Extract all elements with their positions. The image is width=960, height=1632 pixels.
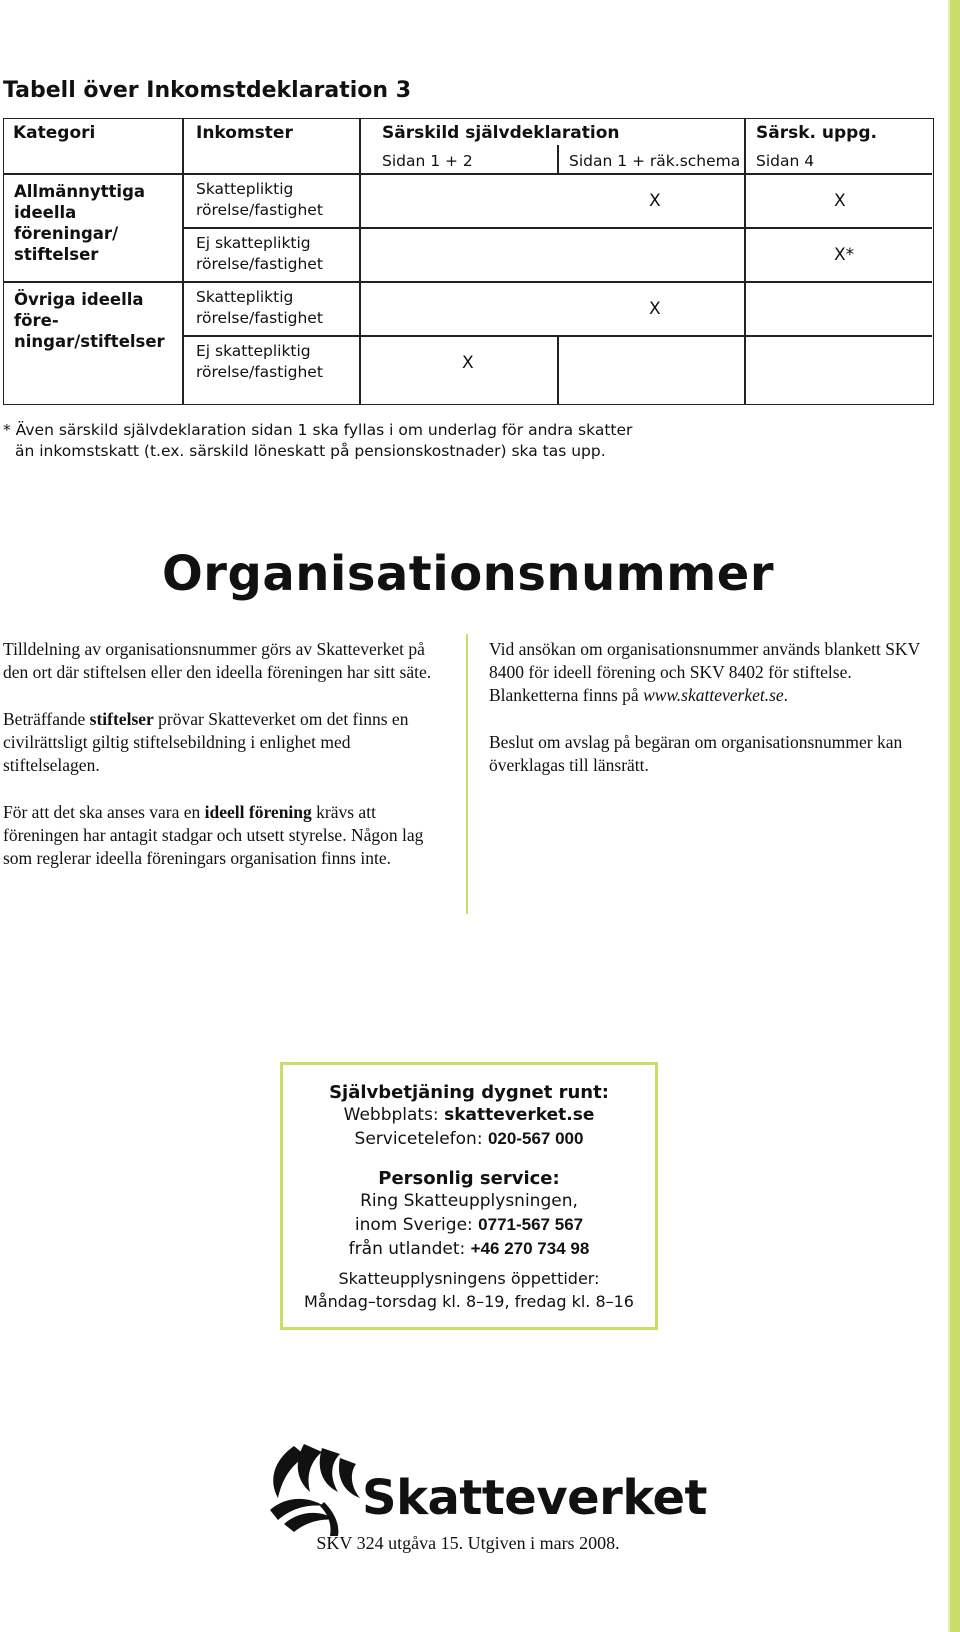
website-link[interactable]: skatteverket.se [444,1105,595,1125]
income-cell: Skattepliktig rörelse/fastighet [196,180,323,219]
table-title: Tabell över Inkomstdeklaration 3 [3,78,412,103]
table-col-rule [557,335,559,404]
footnote-line-1: * Även särskild självdeklaration sidan 1 ska fyllas i om underlag för andra skatter [3,421,633,439]
text: Beträffande [3,709,90,729]
emphasis: ideell förening [204,802,312,822]
ring-line: Ring Skatteupplysningen, [360,1191,578,1211]
paragraph [489,638,937,707]
table-col-rule [557,145,559,173]
income-declaration-table [3,118,934,405]
page-edge-stripe [950,0,960,1632]
website-link[interactable]: www.skatteverket.se [643,685,784,705]
table-col-rule [359,119,361,404]
table-row-rule [4,281,932,283]
page-edge-stripe-light [948,0,950,1632]
table-footnote [3,420,703,462]
mark-s12: X [462,353,474,373]
category-cell: Allmännyttiga ideella föreningar/ stiftelser [14,182,146,264]
text: krävs att föreningen har antagit stadgar och utsett styrelse. Någon lag som reglerar ideella föreningars organisation finns inte. [3,802,424,868]
income-cell: Ej skattepliktig rörelse/fastighet [196,342,323,381]
footnote-line-2: än inkomstskatt (t.ex. särskild löneskatt på pensionskostnader) ska tas upp. [15,442,606,460]
service-heading-self: Självbetjäning dygnet runt: [329,1082,609,1103]
text: För att det ska anses vara en [3,802,205,822]
mark-s1rak: X [649,299,661,319]
phone-line [283,1127,655,1151]
service-box [280,1062,658,1330]
mark-s4: X [834,191,846,211]
paragraph [3,801,443,870]
table-col-rule [744,119,746,404]
emphasis: stiftelser [89,709,154,729]
table-col-rule [182,119,184,404]
label: Webbplats: [343,1105,445,1125]
hours-label: Skatteupplysningens öppettider: [338,1269,600,1288]
paragraph: Tilldelning av organisationsnummer görs av Skatteverket på den ort där stiftelsen eller den ideella föreningen har sitt säte. [3,639,432,682]
hours-value: Måndag–torsdag kl. 8–19, fredag kl. 8–16 [304,1292,634,1311]
paragraph [3,708,443,777]
category-cell: Övriga ideella före- ningar/stiftelser [14,290,165,351]
table-row-rule [182,227,932,229]
text: prövar Skatteverket om det finns en civilrättsligt giltig stiftelsebildning i enlighet med stiftelselagen. [3,709,409,775]
subheader-sidan-4: Sidan 4 [756,152,815,170]
text: . [783,685,789,705]
header-sarskild: Särskild självdeklaration [382,123,620,143]
label: inom Sverige: [354,1215,479,1235]
income-cell: Skattepliktig rörelse/fastighet [196,288,323,327]
header-sarsk-uppg: Särsk. uppg. [756,123,877,143]
phone-number: 0771-567 567 [478,1215,584,1234]
table-header-rule [4,173,932,175]
header-inkomster: Inkomster [196,123,293,143]
column-divider [466,634,468,914]
text: Vid ansökan om organisationsnummer används blankett SKV 8400 för ideell förening och SKV 8402 för stiftelse. Blanketterna finns på [489,639,920,705]
subheader-sidan-1-2: Sidan 1 + 2 [382,152,473,170]
service-heading-personal: Personlig service: [378,1168,560,1189]
sweden-line [283,1213,655,1237]
mark-s1rak: X [649,191,661,211]
mark-s4: X* [834,245,855,265]
phone-number: +46 270 734 98 [470,1239,590,1258]
income-cell: Ej skattepliktig rörelse/fastighet [196,234,323,273]
phone-number: 020-567 000 [487,1129,584,1148]
logo-wordmark: Skatteverket [362,1470,707,1526]
label: Servicetelefon: [354,1129,488,1149]
paragraph: Beslut om avslag på begäran om organisationsnummer kan överklagas till länsrätt. [489,732,903,775]
right-column [489,638,937,801]
left-column [3,638,443,894]
abroad-line [283,1237,655,1261]
header-kategori: Kategori [13,123,96,143]
web-line [283,1104,655,1127]
subheader-sidan-1-rak: Sidan 1 + räk.schema [569,152,741,170]
section-title: Organisationsnummer [161,546,775,602]
label: från utlandet: [348,1239,471,1259]
edition-note: SKV 324 utgåva 15. Utgiven i mars 2008. [316,1533,620,1553]
